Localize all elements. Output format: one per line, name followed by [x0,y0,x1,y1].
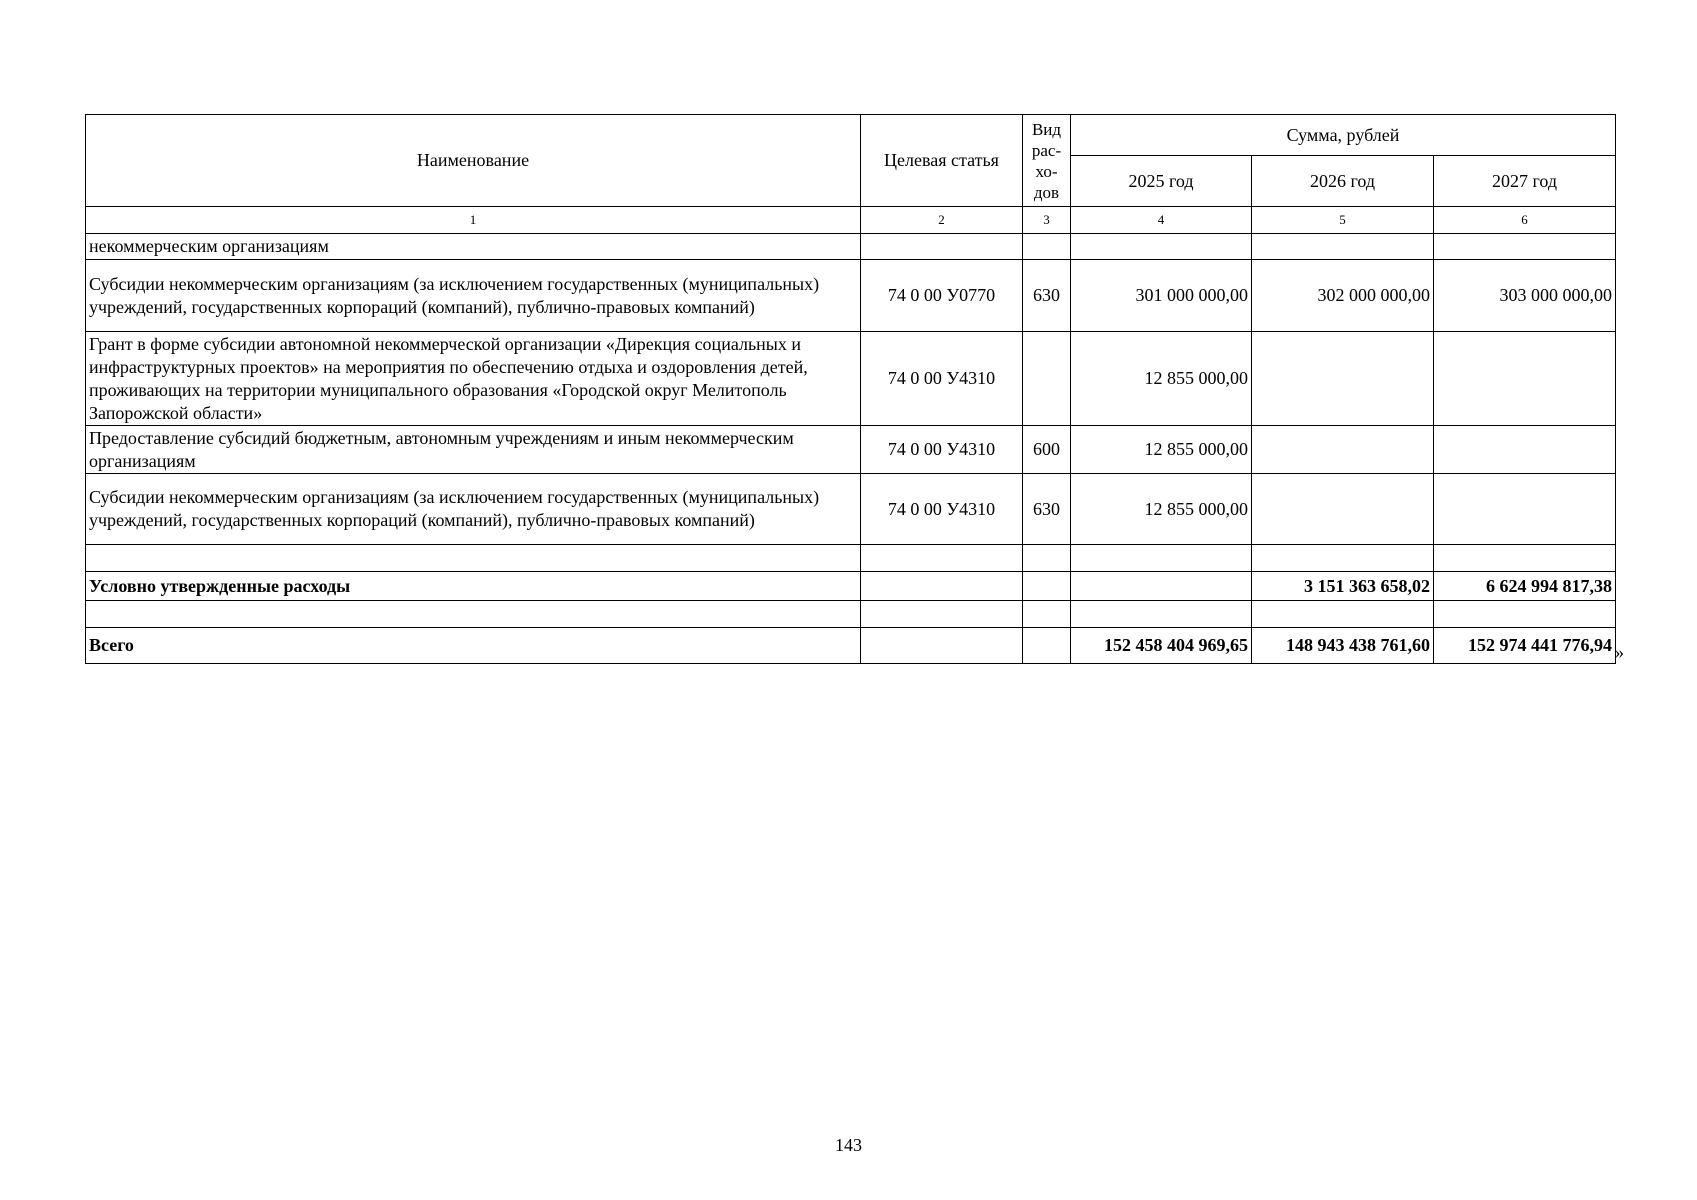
total-2026: 148 943 438 761,60 [1252,628,1434,664]
header-target-article: Целевая статья [861,115,1023,207]
row-2027 [1434,426,1616,474]
column-number: 5 [1252,207,1434,234]
total-2027: 152 974 441 776,94 [1434,628,1616,664]
header-expense-type-line: рас- [1031,140,1062,160]
table-row [86,426,1616,474]
total-row [86,628,1616,664]
blank-cell [861,628,1023,664]
column-number: 3 [1023,207,1071,234]
conditional-2026: 3 151 363 658,02 [1252,572,1434,601]
header-name: Наименование [86,115,861,207]
row-vid [1023,234,1071,260]
row-2026 [1252,234,1434,260]
blank-cell [1071,601,1252,628]
blank-cell [1434,545,1616,572]
row-target: 74 0 00 У4310 [861,426,1023,474]
blank-cell [1434,601,1616,628]
conditional-2027: 6 624 994 817,38 [1434,572,1616,601]
row-name: некоммерческим организациям [86,234,861,260]
row-target: 74 0 00 У0770 [861,260,1023,332]
blank-cell [1071,545,1252,572]
blank-cell [861,601,1023,628]
row-2026 [1252,474,1434,545]
total-label: Всего [86,628,861,664]
row-2026: 302 000 000,00 [1252,260,1434,332]
blank-cell [86,545,861,572]
table-row [86,234,1616,260]
header-expense-type-line: хо- [1035,161,1058,181]
blank-cell [1252,545,1434,572]
row-2025: 12 855 000,00 [1071,474,1252,545]
blank-cell [1023,545,1071,572]
budget-table [85,114,1616,664]
conditional-expenses-row [86,572,1616,601]
blank-row [86,545,1616,572]
row-target [861,234,1023,260]
column-number: 2 [861,207,1023,234]
row-vid: 600 [1023,426,1071,474]
blank-cell [861,572,1023,601]
header-sum: Сумма, рублей [1071,115,1616,156]
row-2026 [1252,426,1434,474]
header-expense-type-line: дов [1033,182,1060,202]
header-year-2026: 2026 год [1252,156,1434,207]
blank-cell [861,545,1023,572]
header-year-2025: 2025 год [1071,156,1252,207]
row-2027 [1434,234,1616,260]
row-2025: 301 000 000,00 [1071,260,1252,332]
row-2025: 12 855 000,00 [1071,426,1252,474]
row-2027 [1434,332,1616,426]
header-expense-type [1023,115,1071,207]
blank-cell [86,601,861,628]
total-2025: 152 458 404 969,65 [1071,628,1252,664]
row-vid: 630 [1023,260,1071,332]
row-2026 [1252,332,1434,426]
row-2025 [1071,234,1252,260]
row-name: Предоставление субсидий бюджетным, автономным учреждениям и иным некоммерческим организациям [86,426,861,474]
table-row [86,474,1616,545]
blank-cell [1252,601,1434,628]
row-name: Грант в форме субсидии автономной некоммерческой организации «Дирекция социальных и инфраструктурных проектов» на мероприятия по обеспечению отдыха и оздоровления детей, проживающих на территории муниципального образования «Городской округ Мелитополь Запорожской области» [86,332,861,426]
table-row [86,260,1616,332]
column-number: 4 [1071,207,1252,234]
table-row [86,332,1616,426]
row-2027: 303 000 000,00 [1434,260,1616,332]
row-vid: 630 [1023,474,1071,545]
row-target: 74 0 00 У4310 [861,332,1023,426]
header-expense-type-line: Вид [1031,119,1062,139]
conditional-expenses-label: Условно утвержденные расходы [86,572,861,601]
column-number: 1 [86,207,861,234]
row-vid [1023,332,1071,426]
conditional-2025 [1071,572,1252,601]
row-target: 74 0 00 У4310 [861,474,1023,545]
blank-row [86,601,1616,628]
column-number-row [86,207,1616,234]
row-name: Субсидии некоммерческим организациям (за исключением государственных (муниципальных) учреждений, государственных корпораций (компаний), публично-правовых компаний) [86,474,861,545]
blank-cell [1023,628,1071,664]
row-2027 [1434,474,1616,545]
page-number: 143 [835,1135,862,1155]
blank-cell [1023,601,1071,628]
column-number: 6 [1434,207,1616,234]
row-2025: 12 855 000,00 [1071,332,1252,426]
closing-quote: » [1615,642,1624,662]
blank-cell [1023,572,1071,601]
row-name: Субсидии некоммерческим организациям (за исключением государственных (муниципальных) учреждений, государственных корпораций (компаний), публично-правовых компаний) [86,260,861,332]
header-year-2027: 2027 год [1434,156,1616,207]
